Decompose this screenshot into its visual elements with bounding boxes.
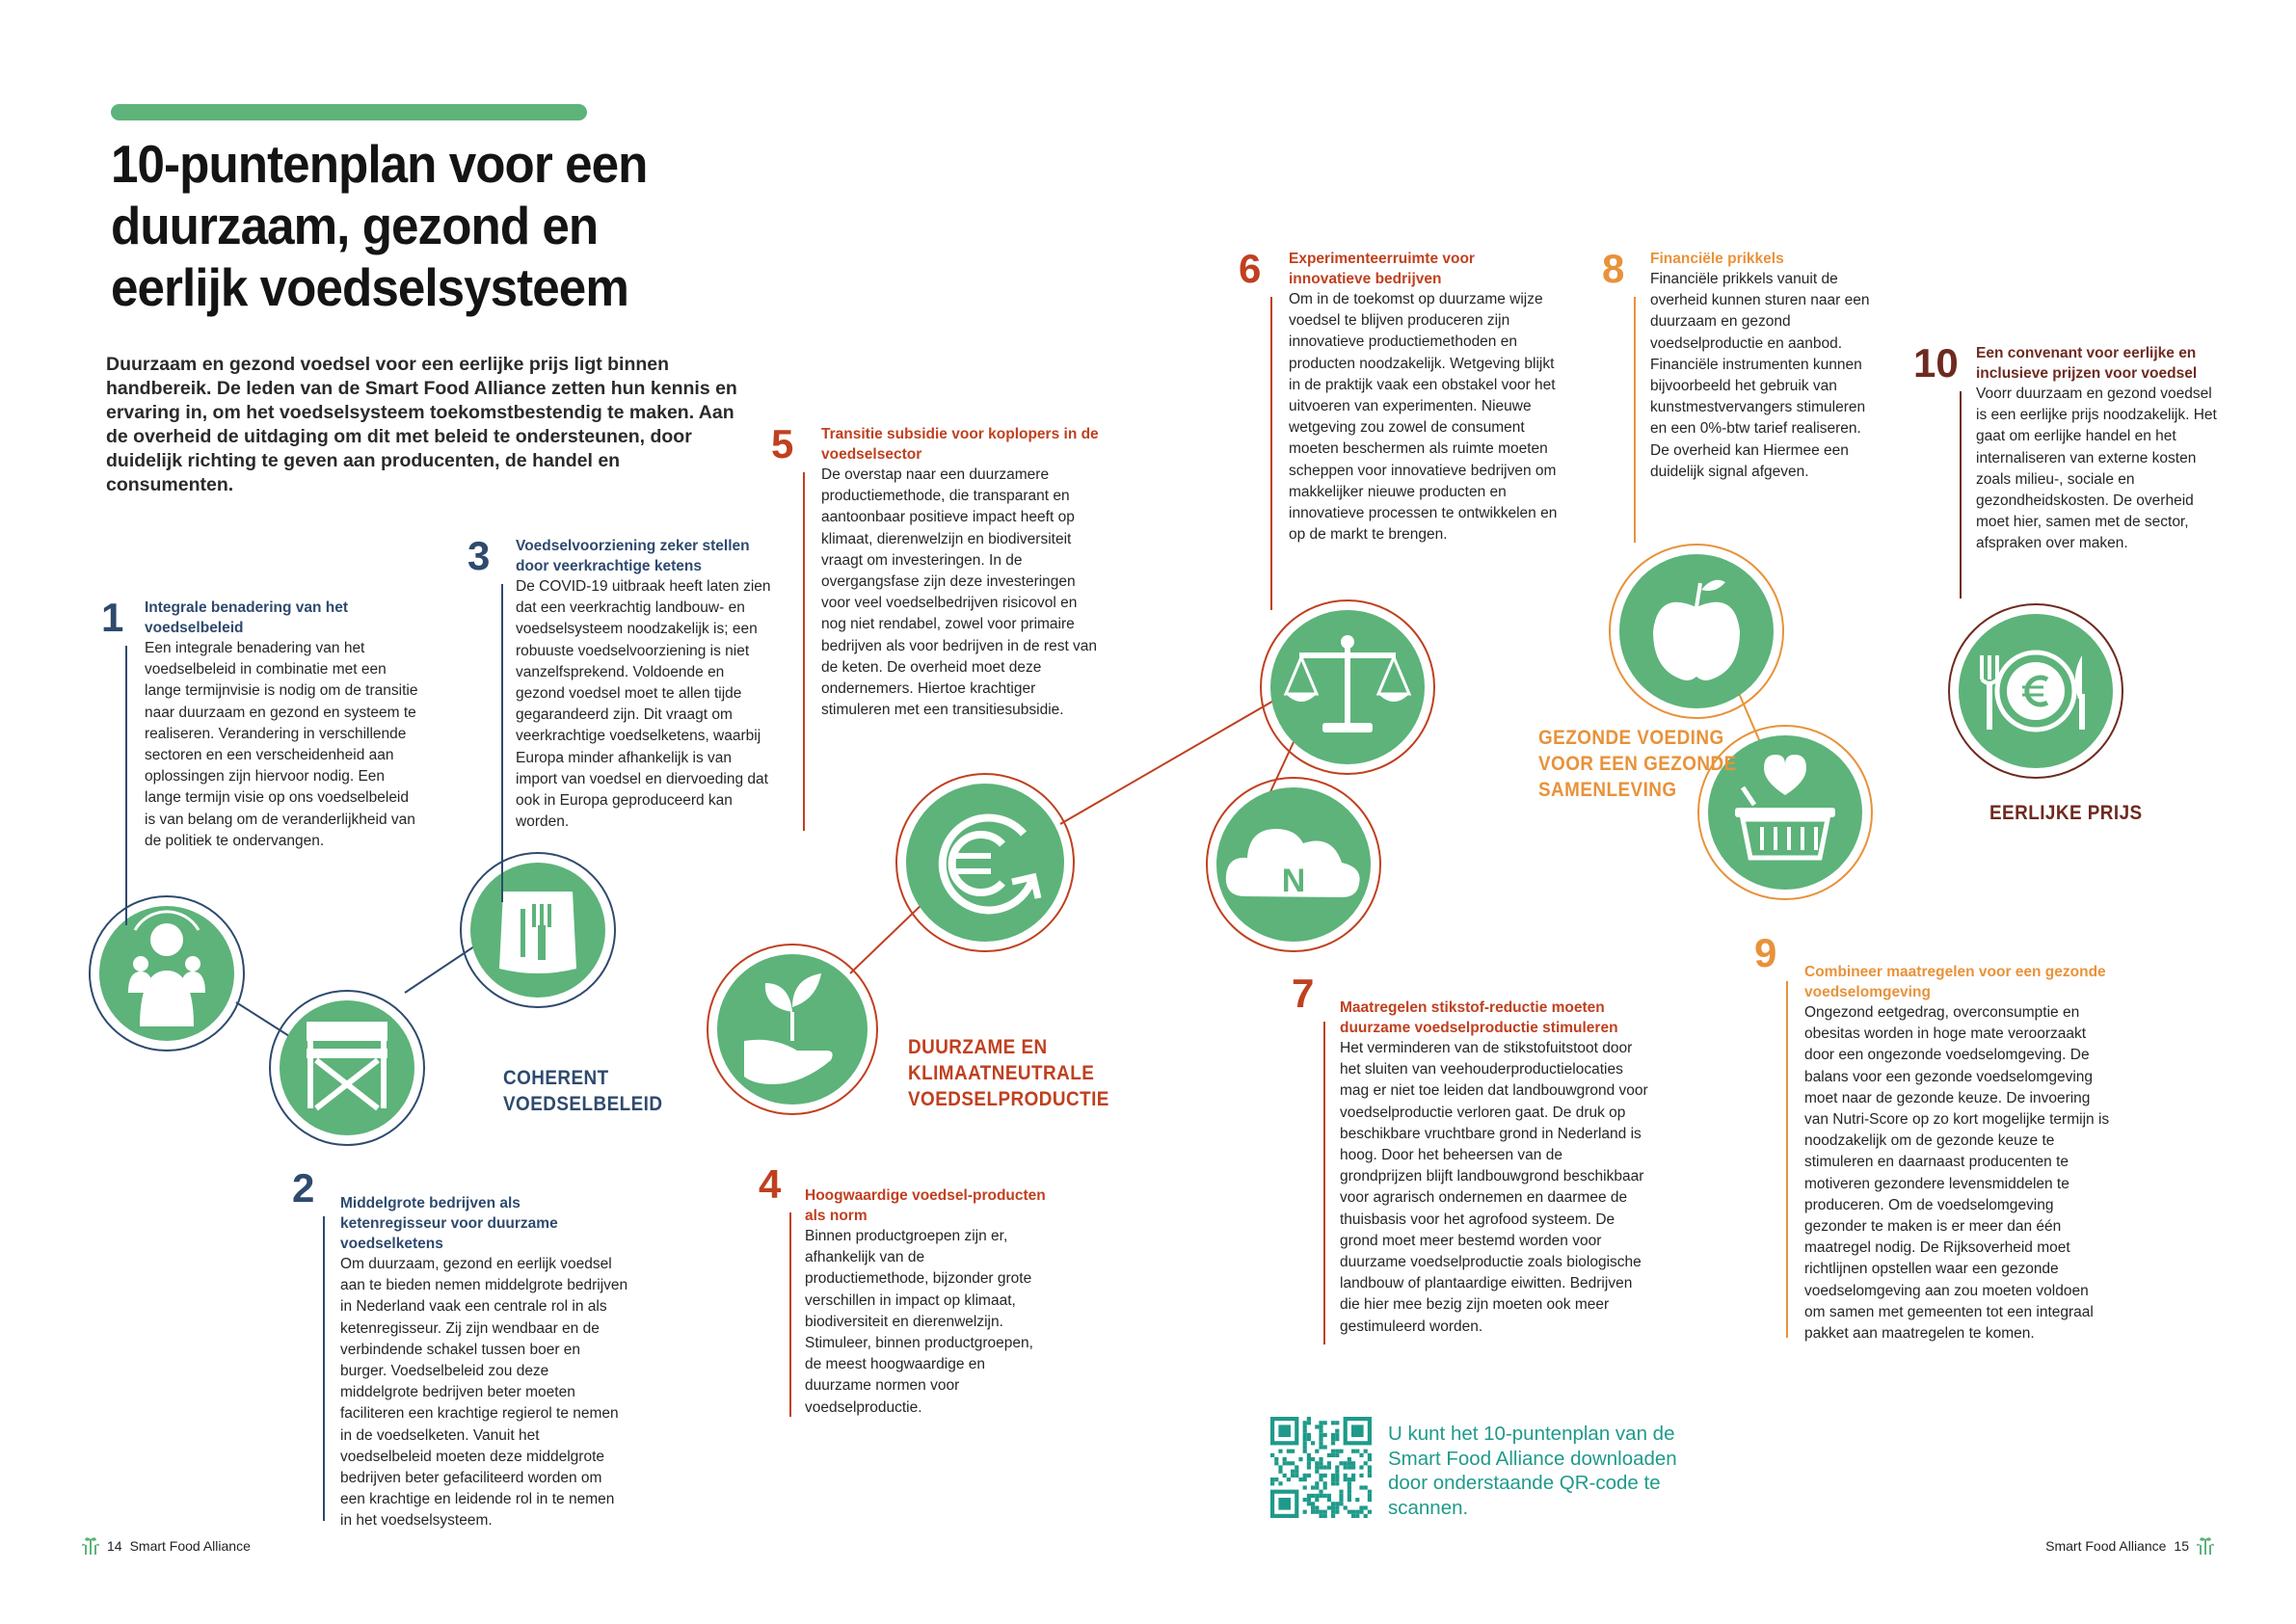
food-box-icon bbox=[461, 853, 615, 1007]
sprout-logo-icon bbox=[82, 1535, 99, 1557]
point-title: Maatregelen stikstof-reductie moeten duurzame voedselproductie stimuleren bbox=[1340, 999, 1618, 1036]
directors-chair-icon bbox=[270, 991, 424, 1145]
point-number: 4 bbox=[759, 1161, 782, 1207]
page-title: 10-puntenplan voor een duurzaam, gezond en eerlijk voedselsysteem bbox=[111, 134, 648, 317]
plate-euro-icon bbox=[1949, 604, 2122, 778]
page-number-left: 14 bbox=[107, 1538, 122, 1554]
point-rule bbox=[1270, 297, 1272, 610]
footer-right bbox=[2045, 1535, 2214, 1557]
point-body: Voorr duurzaam en gezond voedsel is een eerlijke prijs noodzakelijk. Het gaat om eerlijke handel en het internaliseren van externe kosten zoals milieu-, sociale en gezondheidskosten. De overheid moet hier, samen met de sector, afspraken over maken. bbox=[1976, 386, 2217, 552]
people-icon bbox=[90, 896, 244, 1051]
point-number: 10 bbox=[1913, 340, 1959, 386]
point-title: Een convenant voor eerlijke en inclusieve prijzen voor voedsel bbox=[1976, 345, 2198, 382]
point-number: 5 bbox=[771, 421, 794, 466]
point-body: Financiële prikkels vanuit de overheid kunnen sturen naar een duurzaam en gezond voedselproductie en aanbod. Financiële instrumenten kunnen bijvoorbeeld het gebruik van kunstmestvervangers stimuleren en een 0%-btw tarief realiseren. De overheid kan Hiermee een duidelijk signal afgeven. bbox=[1650, 271, 1870, 480]
category-coherent-voedselbeleid: COHERENT VOEDSELBELEID bbox=[503, 1067, 663, 1115]
scales-icon bbox=[1261, 600, 1434, 774]
point-number: 7 bbox=[1292, 971, 1315, 1016]
point-number: 6 bbox=[1239, 246, 1262, 291]
point-rule bbox=[125, 646, 127, 925]
euro-cycle-icon bbox=[896, 774, 1074, 951]
point-title: Financiële prikkels bbox=[1650, 251, 1784, 267]
point-body: Om in de toekomst op duurzame wijze voedsel te blijven produceren zijn innovatieve productiemethoden en producten noodzakelijk. Wetgeving blijkt in de praktijk vaak een obstakel voor het uitvoeren van experimenten. Nieuwe wetgeving zou zowel de consument moeten beschermen als ruimte moeten scheppen voor innovatieve bedrijven om makkelijker nieuwe producten en innovatieve processen te ontwikkelen en op de markt te brengen. bbox=[1289, 291, 1558, 544]
point-number: 2 bbox=[292, 1165, 315, 1211]
hand-plant-icon bbox=[707, 945, 877, 1114]
category-eerlijke-prijs: EERLIJKE PRIJS bbox=[1989, 802, 2143, 824]
publication-name-right: Smart Food Alliance bbox=[2045, 1538, 2167, 1554]
point-body: De COVID-19 uitbraak heeft laten zien dat een veerkrachtig landbouw- en voedselsysteem noodzakelijk is; een robuuste voedselvoorziening is niet vanzelfsprekend. Voldoende en gezond voedsel moet te allen tijde gegarandeerd zijn. Dit vraagt om veerkrachtige voedselketens, waarbij Europa minder afhankelijk is van import van voedsel en diervoeding dat ook in Europa geproduceerd kan worden. bbox=[516, 578, 771, 831]
point-rule bbox=[323, 1216, 325, 1521]
point-body: Binnen productgroepen zijn er, afhankelijk van de productiemethode, bijzonder grote verschillen in impact op klimaat, biodiversiteit en dierenwelzijn. Stimuleer, binnen productgroepen, de meest hoogwaardige en duurzame normen voor voedselproductie. bbox=[805, 1228, 1033, 1416]
point-title: Experimenteerruimte voor innovatieve bedrijven bbox=[1289, 251, 1475, 287]
point-number: 8 bbox=[1602, 246, 1625, 291]
point-number: 3 bbox=[467, 533, 491, 578]
category-gezonde-voeding: GEZONDE VOEDING VOOR EEN GEZONDE SAMENLEVING bbox=[1538, 727, 1737, 801]
point-rule bbox=[1960, 391, 1962, 599]
point-number: 9 bbox=[1754, 930, 1777, 975]
qr-code bbox=[1270, 1417, 1372, 1518]
qr-download-note: U kunt het 10-puntenplan van de Smart Food Alliance downloaden door onderstaande QR-code te scannen. bbox=[1388, 1423, 1677, 1519]
point-rule bbox=[501, 584, 503, 902]
point-rule bbox=[1323, 1022, 1325, 1344]
apple-icon bbox=[1610, 545, 1783, 718]
point-body: Ongezond eetgedrag, overconsumptie en obesitas worden in hoge mate veroorzaakt door een ongezonde voedselomgeving. De balans voor een gezonde voedselomgeving moet naar de gezonde keuze. De invoering van Nutri-Score op zo kort mogelijke termijn is noodzakelijk om de gezonde keuze te stimuleren en daarnaast producenten te motiveren gezondere levensmiddelen te produceren. Om de voedselomgeving gezonder te maken is er meer dan één maatregel nodig. De Rijksoverheid moet richtlijnen opstellen waar een gezonde voedselomgeving aan zou moeten voldoen om samen met gemeenten tot een integraal pakket aan maatregelen te komen. bbox=[1804, 1004, 2110, 1343]
category-duurzame-voedselproductie: DUURZAME EN KLIMAATNEUTRALE VOEDSELPRODUCTIE bbox=[908, 1036, 1109, 1110]
nitrogen-cloud-icon bbox=[1207, 778, 1380, 951]
point-number: 1 bbox=[101, 595, 124, 640]
point-title: Combineer maatregelen voor een gezonde voedselomgeving bbox=[1804, 964, 2106, 1000]
point-rule bbox=[789, 1212, 791, 1417]
point-body: De overstap naar een duurzamere productiemethode, die transparant en aantoonbaar positieve impact heeft op klimaat, dierenwelzijn en biodiversiteit vraagt om investeringen. In de overgangsfase zijn deze investeringen voor veel voedselbedrijven risicovol en nog niet rendabel, zowel voor primaire bedrijven als voor bedrijven in de rest van de keten. De overheid moet deze ondernemers. Hiertoe krachtiger stimuleren met een transitiesubsidie. bbox=[821, 466, 1098, 719]
point-body: Het verminderen van de stikstofuitstoot door het sluiten van veehouderproductielocaties mag er niet toe leiden dat landbouwgrond voor voedselproductie verloren gaat. De druk op beschikbare vruchtbare grond in Nederland is hoog. Door het beheersen van de grondprijzen blijft landbouwgrond beschikbaar voor agrarisch ondernemen en daarmee de thuisbasis voor het agrofood systeem. De grond moet meer bestemd worden voor duurzame voedselproductie zoals biologische landbouw of plantaardige eiwitten. Bedrijven die hier mee bezig zijn moeten ook meer gestimuleerd worden. bbox=[1340, 1040, 1648, 1335]
point-title: Middelgrote bedrijven als ketenregisseur voor duurzame voedselketens bbox=[340, 1195, 558, 1252]
page-number-right: 15 bbox=[2174, 1538, 2189, 1554]
sprout-logo-icon bbox=[2197, 1535, 2214, 1557]
footer-left bbox=[82, 1535, 251, 1557]
point-rule bbox=[803, 472, 805, 831]
point-title: Integrale benadering van het voedselbeleid bbox=[145, 599, 349, 636]
intro-text: Duurzaam en gezond voedsel voor een eerlijke prijs ligt binnen handbereik. De leden van de Smart Food Alliance zetten hun kennis en ervaring in, om het voedselsysteem toekomstbestendig te maken. Aan de overheid de uitdaging om dit met beleid te ondersteunen, door duidelijk richting te geven aan producenten, de handel en consumenten. bbox=[106, 354, 737, 495]
point-rule bbox=[1634, 297, 1636, 543]
point-title: Transitie subsidie voor koplopers in de voedselsector bbox=[821, 426, 1099, 463]
point-body: Een integrale benadering van het voedselbeleid in combinatie met een lange termijnvisie is nodig om de transitie naar duurzaam en gezond en systeem te realiseren. Verandering in verschillende sectoren en een verscheidenheid aan oplossingen zijn hiervoor nodig. Een lange termijn visie op ons voedselbeleid is van belang om de veranderlijkheid van de politiek te ondervangen. bbox=[145, 640, 418, 849]
publication-name-left: Smart Food Alliance bbox=[129, 1538, 251, 1554]
point-rule bbox=[1786, 981, 1788, 1338]
point-title: Voedselvoorziening zeker stellen door veerkrachtige ketens bbox=[516, 538, 750, 574]
point-title: Hoogwaardige voedsel-producten als norm bbox=[805, 1187, 1046, 1224]
point-body: Om duurzaam, gezond en eerlijk voedsel aan te bieden nemen middelgrote bedrijven in Nederland vaak een centrale rol in als ketenregisseur. Zij zijn wendbaar en de verbindende schakel tussen boer en burger. Voedselbeleid zou deze middelgrote bedrijven beter moeten faciliteren een krachtige regierol te nemen in de voedselketen. Vanuit het voedselbeleid moeten deze middelgrote bedrijven beter gefaciliteerd worden om een krachtige en leidende rol in te nemen in het voedselsysteem. bbox=[340, 1256, 628, 1530]
svg-text:N: N bbox=[1281, 863, 1306, 899]
